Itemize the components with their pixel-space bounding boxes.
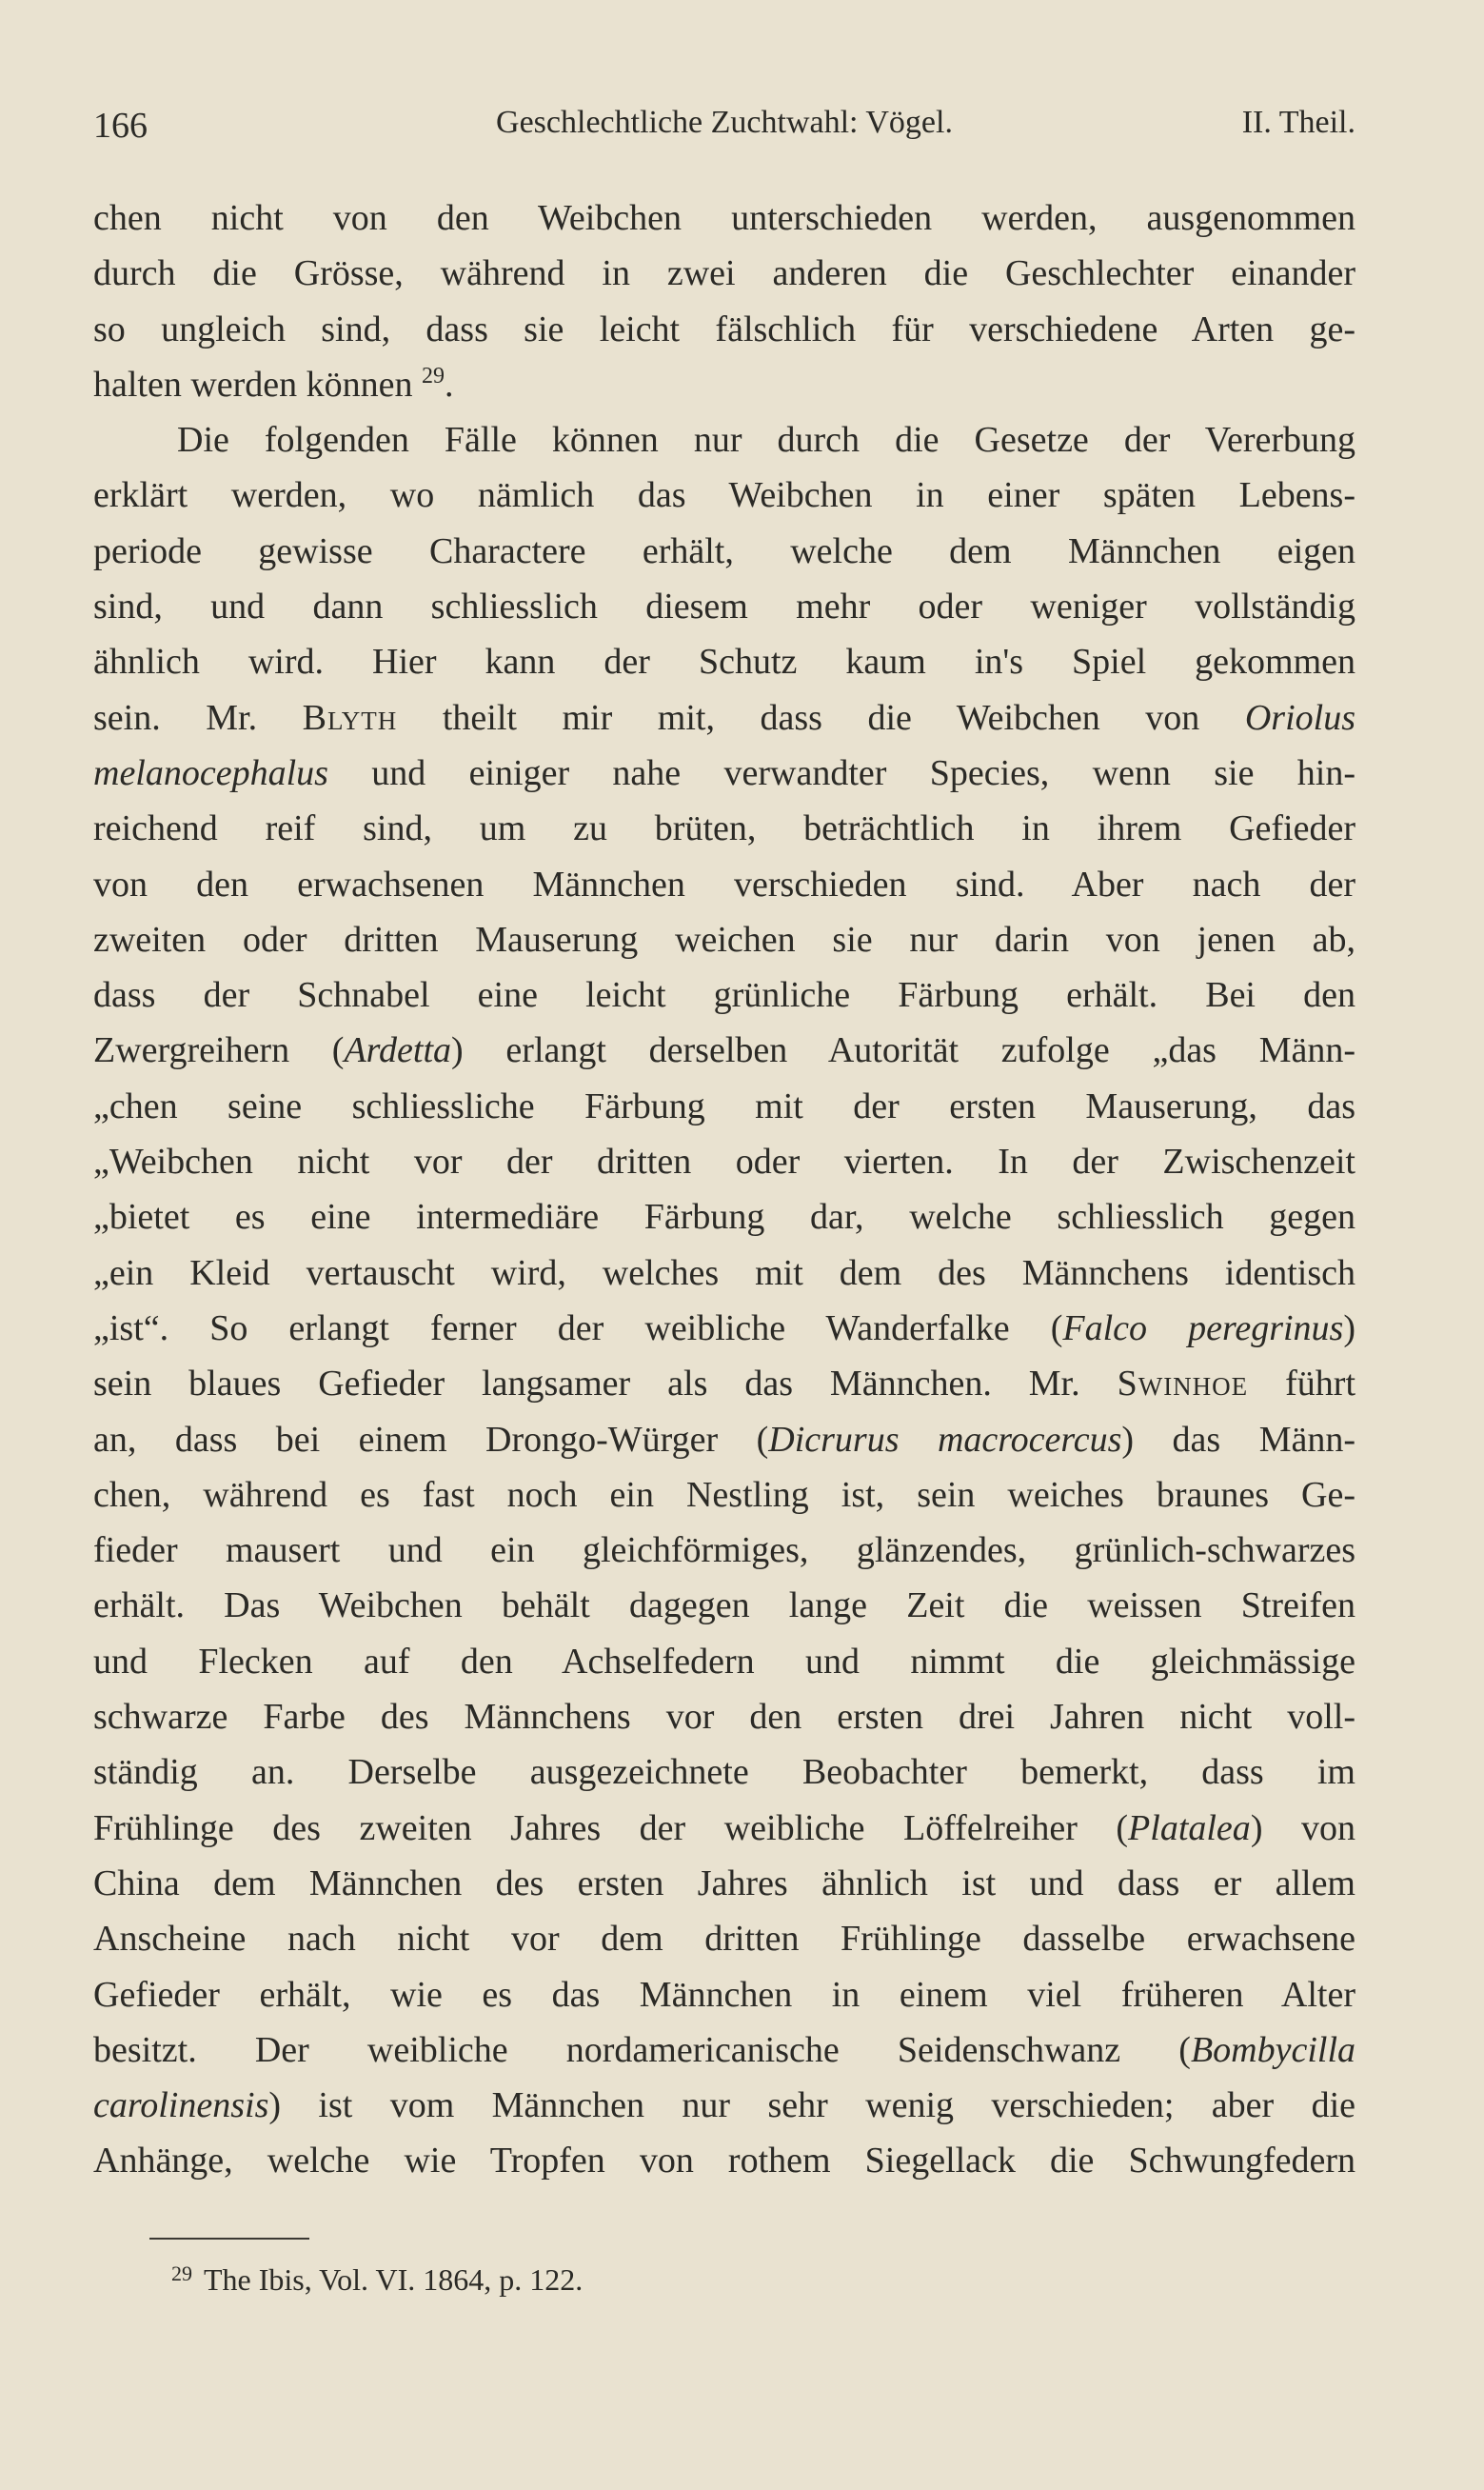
line-text: und einiger nahe verwandter Species, wenn sie hin- — [327, 752, 1355, 793]
line-text: Zwergreihern ( — [93, 1030, 345, 1071]
footnote-rule — [149, 2238, 309, 2240]
line-text: fieder mausert und ein gleichförmiges, glänzendes, grünlich-schwarzes — [93, 1530, 1355, 1571]
line-text: ) von — [1250, 1807, 1356, 1848]
species-name: Platalea — [1128, 1807, 1251, 1848]
line-text: Anhänge, welche wie Tropfen von rothem Siegellack die Schwungfedern — [93, 2141, 1355, 2181]
line-text: „bietet es eine intermediäre Färbung dar, welche schliesslich gegen — [93, 1197, 1355, 1238]
line-text: an, dass bei einem Drongo-Würger ( — [93, 1419, 769, 1460]
line-text: dass der Schnabel eine leicht grünliche Färbung erhält. Bei den — [93, 975, 1355, 1016]
author-name: Blyth — [302, 697, 398, 738]
species-name: Bombycilla — [1190, 2029, 1355, 2070]
text-line — [93, 1856, 1355, 1911]
line-text: chen nicht von den Weibchen unterschieden werden, ausgenommen — [93, 198, 1355, 238]
text-line — [93, 634, 1355, 689]
text-line — [93, 579, 1355, 634]
line-text: Gefieder erhält, wie es das Männchen in einem viel früheren Alter — [93, 1974, 1355, 2015]
line-text: „ein Kleid vertauscht wird, welches mit dem des Männchens identisch — [93, 1252, 1355, 1293]
part-label: II. Theil. — [1241, 105, 1355, 140]
line-text: China dem Männchen des ersten Jahres ähnlich ist und dass er allem — [93, 1863, 1355, 1903]
footnote-number: 29 — [171, 2261, 192, 2285]
species-name: melanocephalus — [93, 752, 328, 793]
species-name: Dicrurus macrocercus — [768, 1419, 1122, 1460]
line-text: reichend reif sind, um zu brüten, beträchtlich in ihrem Gefieder — [93, 808, 1355, 849]
text-line — [93, 246, 1355, 301]
line-text: ständig an. Derselbe ausgezeichnete Beobachter bemerkt, dass im — [93, 1752, 1355, 1793]
text-line — [93, 1412, 1355, 1467]
running-title: Geschlechtliche Zuchtwahl: Vögel. — [496, 105, 953, 140]
text-line — [93, 357, 1355, 412]
line-text: erklärt werden, wo nämlich das Weibchen in einer späten Lebens- — [93, 475, 1355, 516]
line-text: führt — [1248, 1364, 1356, 1404]
text-line — [93, 468, 1355, 523]
line-text: „ist“. So erlangt ferner der weibliche Wanderfalke ( — [93, 1307, 1063, 1348]
text-line — [93, 1967, 1355, 2022]
author-name: Swinhoe — [1117, 1364, 1249, 1404]
line-text: . — [445, 364, 454, 405]
line-text: sein. Mr. — [93, 697, 303, 738]
line-text: periode gewisse Charactere erhält, welche dem Männchen eigen — [93, 530, 1355, 571]
text-line — [93, 801, 1355, 856]
text-line — [93, 1801, 1355, 1856]
text-line — [93, 967, 1355, 1023]
text-line — [93, 857, 1355, 912]
line-text: sind, und dann schliesslich diesem mehr oder weniger vollständig — [93, 587, 1355, 627]
text-line — [93, 746, 1355, 801]
text-line — [93, 2133, 1355, 2188]
text-line — [93, 1523, 1355, 1578]
line-text: ) ist vom Männchen nur sehr wenig verschieden; aber die — [268, 2085, 1355, 2126]
text-line — [93, 1023, 1355, 1078]
text-line — [93, 1356, 1355, 1411]
text-line — [93, 1744, 1355, 1800]
running-head — [93, 105, 1355, 158]
line-text: erhält. Das Weibchen behält dagegen lange Zeit die weissen Streifen — [93, 1585, 1355, 1626]
species-name: carolinensis — [93, 2085, 269, 2126]
text-line — [93, 1634, 1355, 1689]
line-text: ähnlich wird. Hier kann der Schutz kaum in's Spiel gekommen — [93, 642, 1355, 683]
line-text: sein blaues Gefieder langsamer als das Männchen. Mr. — [93, 1364, 1118, 1404]
line-text: Die folgenden Fälle können nur durch die Gesetze der Vererbung — [177, 420, 1355, 461]
line-text: halten werden können — [93, 364, 423, 405]
species-name: Oriolus — [1244, 697, 1355, 738]
text-line — [93, 412, 1355, 468]
line-text: zweiten oder dritten Mauserung weichen sie nur darin von jenen ab, — [93, 919, 1355, 960]
body-text — [93, 190, 1355, 2189]
line-text: Frühlinge des zweiten Jahres der weibliche Löffelreiher ( — [93, 1807, 1129, 1848]
text-line — [93, 2022, 1355, 2078]
line-text: und Flecken auf den Achselfedern und nimmt die gleichmässige — [93, 1641, 1355, 1682]
text-line — [93, 1189, 1355, 1245]
line-text: von den erwachsenen Männchen verschieden sind. Aber nach der — [93, 864, 1355, 905]
footnote-text: The Ibis, Vol. VI. 1864, p. 122. — [204, 2262, 584, 2297]
line-text: so ungleich sind, dass sie leicht fälschlich für verschiedene Arten ge- — [93, 309, 1355, 349]
text-line — [93, 524, 1355, 579]
line-text: theilt mir mit, dass die Weibchen von — [397, 697, 1245, 738]
text-line — [93, 1911, 1355, 1966]
text-line — [93, 1467, 1355, 1523]
line-text: ) — [1343, 1307, 1355, 1348]
line-text: Anscheine nach nicht vor dem dritten Frühlinge dasselbe erwachsene — [93, 1919, 1355, 1960]
line-text: chen, während es fast noch ein Nestling ist, sein weiches braunes Ge- — [93, 1474, 1355, 1515]
line-text: „chen seine schliessliche Färbung mit der ersten Mauserung, das — [93, 1086, 1355, 1126]
line-text: durch die Grösse, während in zwei anderen die Geschlechter einander — [93, 253, 1355, 294]
text-line — [93, 1301, 1355, 1356]
text-line — [93, 912, 1355, 967]
line-text: besitzt. Der weibliche nordamericanische Seidenschwanz ( — [93, 2029, 1191, 2070]
line-text: ) erlangt derselben Autorität zufolge „das Männ- — [451, 1030, 1355, 1071]
footnote — [171, 2262, 583, 2298]
footnote-reference: 29 — [422, 363, 445, 388]
line-text: schwarze Farbe des Männchens vor den ersten drei Jahren nicht voll- — [93, 1697, 1355, 1738]
text-line — [93, 302, 1355, 357]
text-line — [93, 2078, 1355, 2133]
text-line — [93, 1689, 1355, 1744]
text-line — [93, 1245, 1355, 1301]
text-line — [93, 1134, 1355, 1189]
species-name: Falco peregrinus — [1062, 1307, 1344, 1348]
text-line — [93, 1578, 1355, 1633]
text-line — [93, 190, 1355, 246]
page-number: 166 — [93, 106, 148, 146]
species-name: Ardetta — [344, 1030, 452, 1071]
line-text: „Weibchen nicht vor der dritten oder vierten. In der Zwischenzeit — [93, 1142, 1355, 1183]
text-line — [93, 1079, 1355, 1134]
line-text: ) das Männ- — [1121, 1419, 1355, 1460]
text-line — [93, 690, 1355, 746]
